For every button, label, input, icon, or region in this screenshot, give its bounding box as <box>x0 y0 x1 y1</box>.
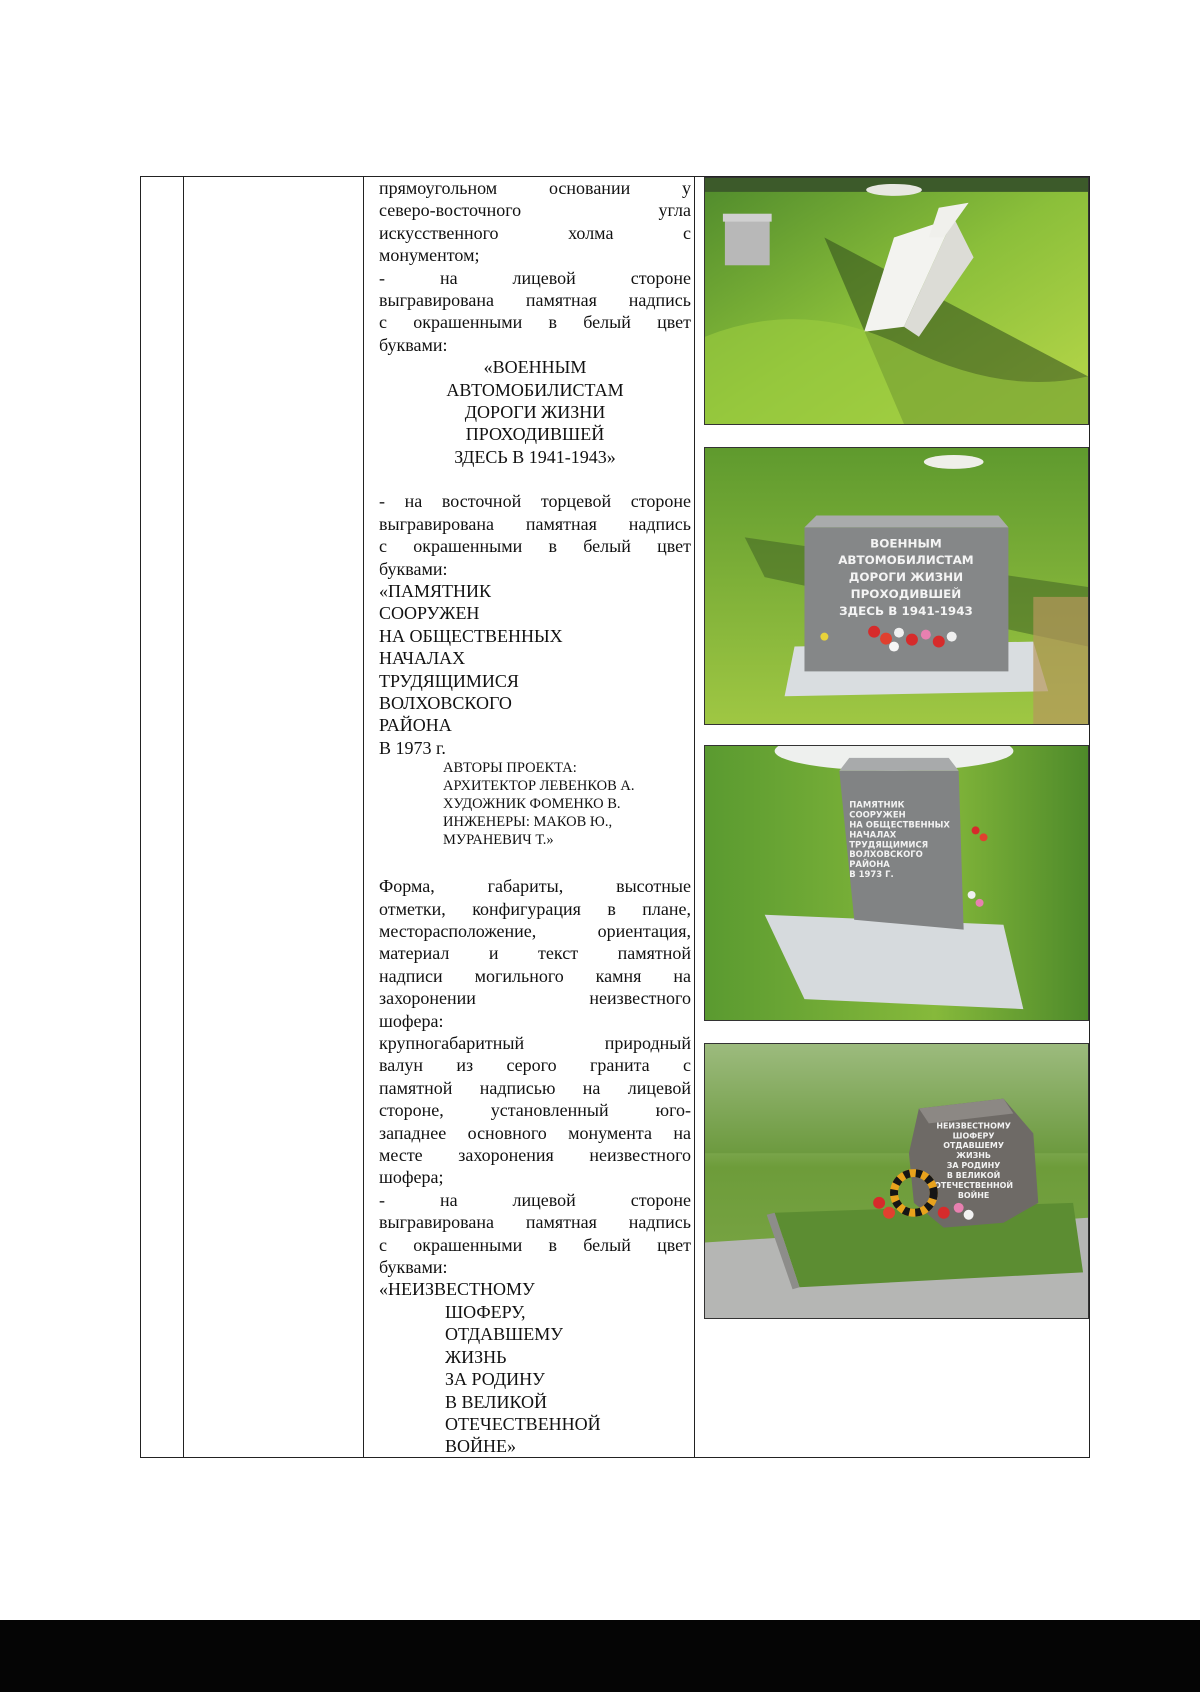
text-line: буквами: <box>379 1257 448 1278</box>
text-line: буквами: <box>379 558 448 579</box>
inscription-line: ЖИЗНЬ <box>445 1346 507 1367</box>
inscription-line: РАЙОНА <box>379 715 452 736</box>
text-line: материал и текст памятной <box>379 943 691 964</box>
text-line: западнее основного монумента на <box>379 1122 691 1143</box>
inscription-line: СООРУЖЕН <box>379 603 480 624</box>
monument-front-photo <box>704 447 1089 725</box>
authors-line: МУРАНЕВИЧ Т.» <box>443 832 554 849</box>
inscription-line: ЗА РОДИНУ <box>445 1369 545 1390</box>
text-line: надписи могильного камня на <box>379 965 691 986</box>
text-line: северо-восточного угла <box>379 200 691 221</box>
text-line: выгравирована памятная надпись <box>379 1212 691 1233</box>
photo-inscription: НА ОБЩЕСТВЕННЫХ <box>849 819 950 830</box>
photo-inscription: ТРУДЯЩИМИСЯ <box>849 839 929 850</box>
photo-inscription: ДОРОГИ ЖИЗНИ <box>848 570 964 585</box>
text-line: захоронении неизвестного <box>379 988 691 1009</box>
text-line: буквами: <box>379 334 448 355</box>
text-line: с окрашенными в белый цвет <box>379 1234 691 1255</box>
text-line: с окрашенными в белый цвет <box>379 536 691 557</box>
text-line: отметки, конфигурация в плане, <box>379 898 691 919</box>
authors-line: ИНЖЕНЕРЫ: МАКОВ Ю., <box>443 814 613 831</box>
authors-line: АВТОРЫ ПРОЕКТА: <box>443 760 577 777</box>
document-table <box>140 176 1090 1458</box>
inscription-line: ЗДЕСЬ В 1941-1943» <box>454 446 616 467</box>
column-divider-2 <box>363 177 364 1457</box>
text-line: месторасположение, ориентация, <box>379 920 691 941</box>
text-line: - на лицевой стороне <box>379 267 691 288</box>
text-line: стороне, установленный юго- <box>379 1100 691 1121</box>
inscription-line: АВТОМОБИЛИСТАМ <box>446 379 624 400</box>
inscription-line: «НЕИЗВЕСТНОМУ <box>379 1279 535 1300</box>
text-line: валун из серого гранита с <box>379 1055 691 1076</box>
photo-inscription: ЗА РОДИНУ <box>946 1161 1001 1171</box>
photo-inscription: АВТОМОБИЛИСТАМ <box>838 553 974 568</box>
photo-inscription: НАЧАЛАХ <box>849 829 897 840</box>
text-line: шофера: <box>379 1010 444 1031</box>
text-line: выгравирована памятная надпись <box>379 513 691 534</box>
column-divider-3 <box>694 177 695 1457</box>
text-line: шофера; <box>379 1167 444 1188</box>
inscription-line: ПРОХОДИВШЕЙ <box>465 424 605 445</box>
inscription-line: ДОРОГИ ЖИЗНИ <box>464 402 606 423</box>
photo-inscription: СООРУЖЕН <box>849 809 906 820</box>
text-line: Форма, габариты, высотные <box>379 876 691 897</box>
text-line: месте захоронения неизвестного <box>379 1145 691 1166</box>
text-line: крупногабаритный природный <box>379 1033 691 1053</box>
photo-inscription: ЖИЗНЬ <box>956 1151 991 1161</box>
photo-inscription: ШОФЕРУ <box>952 1131 995 1141</box>
monument-side-photo <box>704 177 1089 425</box>
inscription-line: ВОЛХОВСКОГО <box>379 692 512 713</box>
text-line: прямоугольном основании у <box>379 178 691 198</box>
text-line: монументом; <box>379 245 480 266</box>
column-divider-1 <box>183 177 184 1457</box>
inscription-line: «ПАМЯТНИК <box>379 580 492 601</box>
authors-line: АРХИТЕКТОР ЛЕВЕНКОВ А. <box>443 778 635 795</box>
text-line: - на лицевой стороне <box>379 1189 691 1210</box>
inscription-line: ТРУДЯЩИМИСЯ <box>379 670 519 691</box>
text-line: выгравирована памятная надпись <box>379 290 691 311</box>
text-line: с окрашенными в белый цвет <box>379 312 691 333</box>
photo-inscription: В 1973 Г. <box>849 869 894 880</box>
photo-inscription: ОТЕЧЕСТВЕННОЙ <box>934 1180 1014 1190</box>
scan-bottom-border <box>0 1620 1200 1692</box>
inscription-line: В ВЕЛИКОЙ <box>445 1391 548 1412</box>
photo-inscription: ПРОХОДИВШЕЙ <box>850 586 962 601</box>
photo-inscription: ВОЙНЕ <box>957 1190 990 1200</box>
photo-inscription: ВОЕННЫМ <box>870 536 942 551</box>
inscription-line: НА ОБЩЕСТВЕННЫХ <box>379 625 563 646</box>
inscription-line: ОТЕЧЕСТВЕННОЙ <box>445 1413 601 1434</box>
inscription-line: ВОЙНЕ» <box>445 1436 516 1457</box>
photo-inscription: ОТДАВШЕМУ <box>943 1141 1004 1151</box>
text-line: памятной надписью на лицевой <box>379 1077 691 1098</box>
text-line: - на восточной торцевой стороне <box>379 491 691 512</box>
authors-line: ХУДОЖНИК ФОМЕНКО В. <box>443 796 621 813</box>
unknown-driver-boulder-photo <box>704 1043 1089 1319</box>
photo-inscription: НЕИЗВЕСТНОМУ <box>936 1121 1011 1131</box>
inscription-line: НАЧАЛАХ <box>379 648 466 669</box>
text-line: искусственного холма с <box>379 222 691 243</box>
inscription-line: ШОФЕРУ, <box>445 1301 526 1322</box>
photo-inscription: ВОЛХОВСКОГО <box>849 849 923 860</box>
photo-inscription: РАЙОНА <box>849 859 890 870</box>
inscription-line: ОТДАВШЕМУ <box>445 1324 564 1345</box>
photo-inscription: ПАМЯТНИК <box>849 799 905 810</box>
inscription-line: «ВОЕННЫМ <box>483 357 587 378</box>
description-column <box>379 177 691 1458</box>
photo-inscription: ЗДЕСЬ В 1941-1943 <box>839 603 973 618</box>
photo-inscription: В ВЕЛИКОЙ <box>946 1171 1001 1181</box>
monument-east-side-photo <box>704 745 1089 1021</box>
inscription-line: В 1973 г. <box>379 737 446 758</box>
